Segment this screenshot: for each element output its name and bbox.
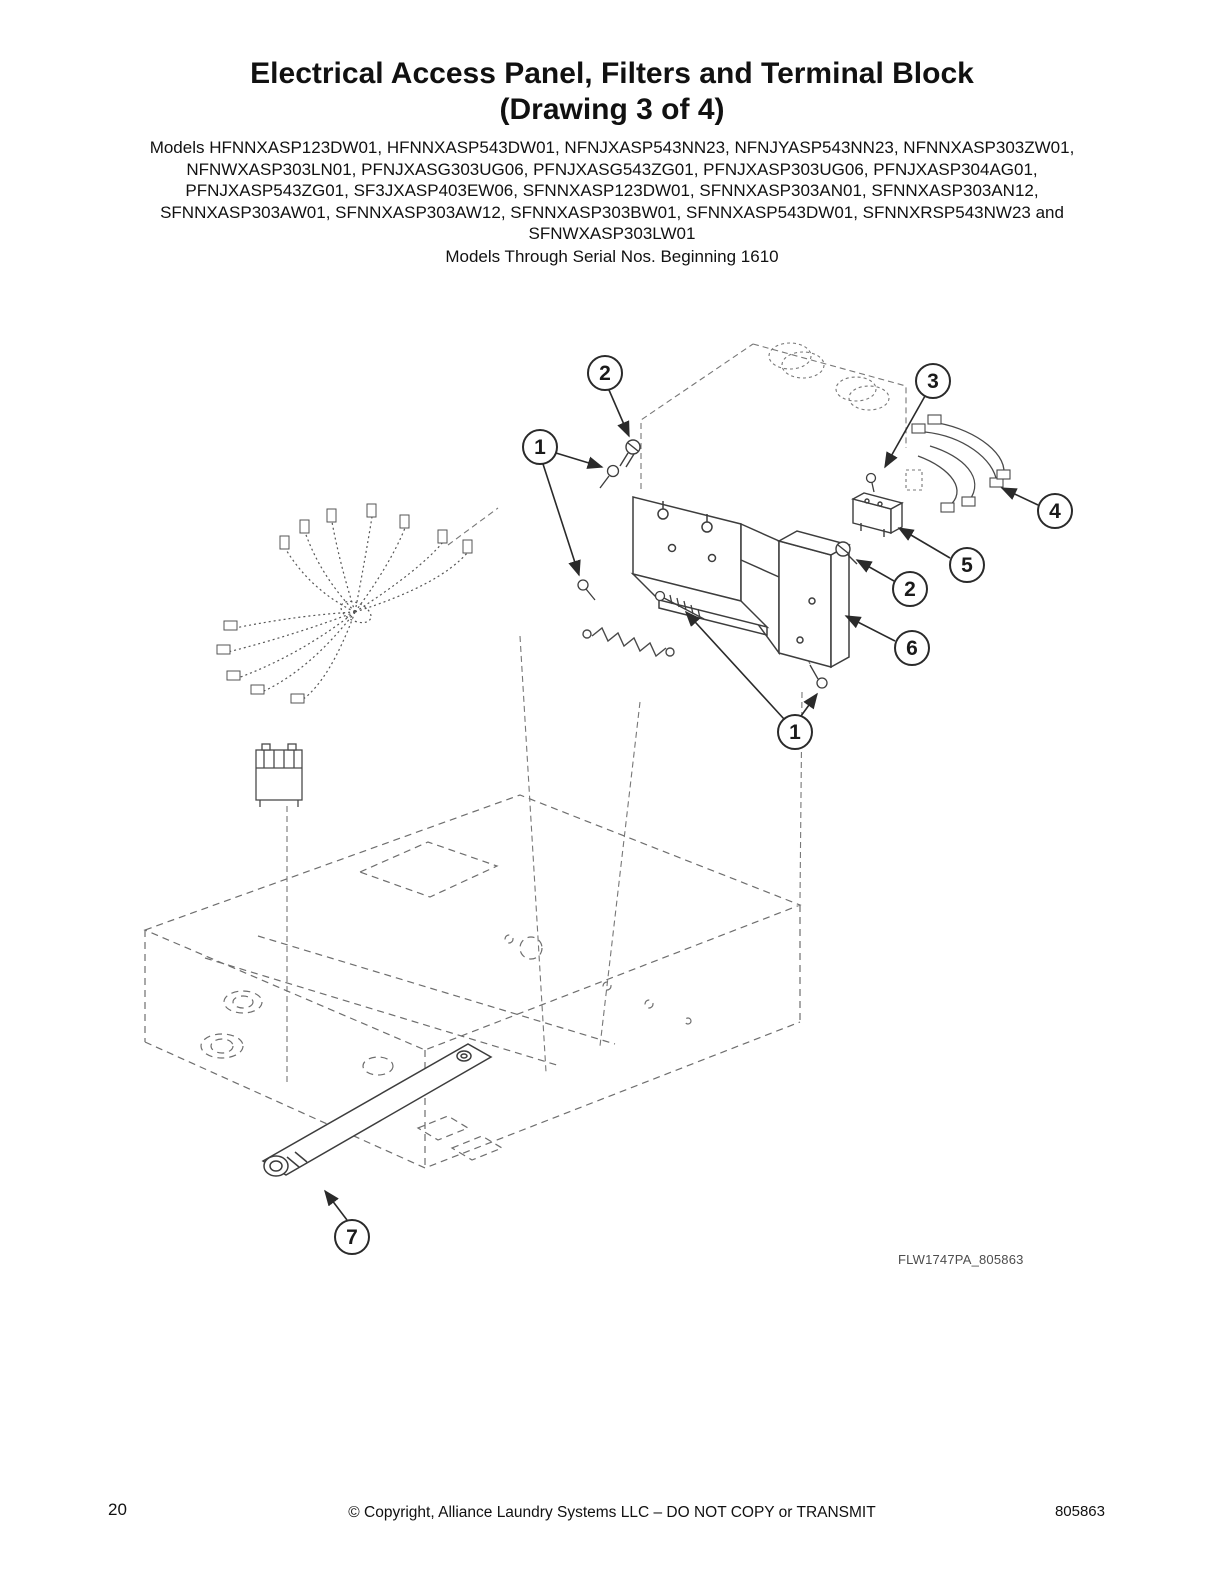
callout-3 [916,364,950,398]
terminal-block [853,493,902,537]
wire-harness [228,517,468,700]
callout-2a-label: 2 [599,362,611,385]
screw-1-bottom [810,665,827,688]
screw-1-mid [578,580,595,600]
electrical-access-bracket [633,497,849,667]
callout-2b-label: 2 [904,578,916,601]
callout-1a-label: 1 [534,436,546,459]
alignment-dashed-lines [287,344,906,1086]
model-list: Models HFNNXASP123DW01, HFNNXASP543DW01, NFNJXASP543NN23, NFNJYASP543NN23, NFNNXASP303ZW01, NFNWXASP303LN01, PFNJXASG303UG06, PFNJXASG543ZG01, PFNJXASP303UG06, PFNJXASP304AG01, PFNJXASP543ZG01, SF3JXASP403EW06, SFNNXASP123DW01, SFNNXASP303AN01, SFNNXASP303AN12, SFNNXASP303AW01, SFNNXASP303AW12, SFNNXASP303BW01, SFNNXASP543DW01, SFNNXRSP543NW23 and SFNWXASP303LW01 [149,138,1075,244]
callout-5-label: 5 [961,554,973,577]
callout-2a [588,356,622,390]
cabinet-base-outline [145,795,800,1168]
callout-6-label: 6 [906,637,918,660]
page-title-line1: Electrical Access Panel, Filters and Terminal Block [250,57,974,90]
callout-1a [523,430,557,464]
screw-1-top [600,466,619,489]
figure-code: FLW1747PA_805863 [898,1252,1024,1267]
terminal-block-screw [867,474,876,493]
page-number: 20 [108,1500,127,1519]
filter-wires [918,423,1004,507]
copyright-line: © Copyright, Alliance Laundry Systems LLC – DO NOT COPY or TRANSMIT [348,1504,876,1521]
callout-6 [895,631,929,665]
harness-connectors [217,504,472,703]
callout-3-label: 3 [927,370,939,393]
callout-7-label: 7 [346,1226,358,1249]
callout-1b [778,715,812,749]
callout-4 [1038,494,1072,528]
callout-1b-label: 1 [789,721,801,744]
doc-number: 805863 [1054,1503,1105,1520]
screw-2-top [620,440,640,467]
serial-note: Models Through Serial Nos. Beginning 1610 [445,246,779,266]
contactor-part [256,744,302,807]
page-title-line2: (Drawing 3 of 4) [499,93,725,126]
knockout-plugs-dashed [769,343,922,490]
callout-2b [893,572,927,606]
callout-7 [335,1220,369,1254]
callout-4-label: 4 [1049,500,1061,523]
ground-strap [583,628,674,656]
callout-5 [950,548,984,582]
